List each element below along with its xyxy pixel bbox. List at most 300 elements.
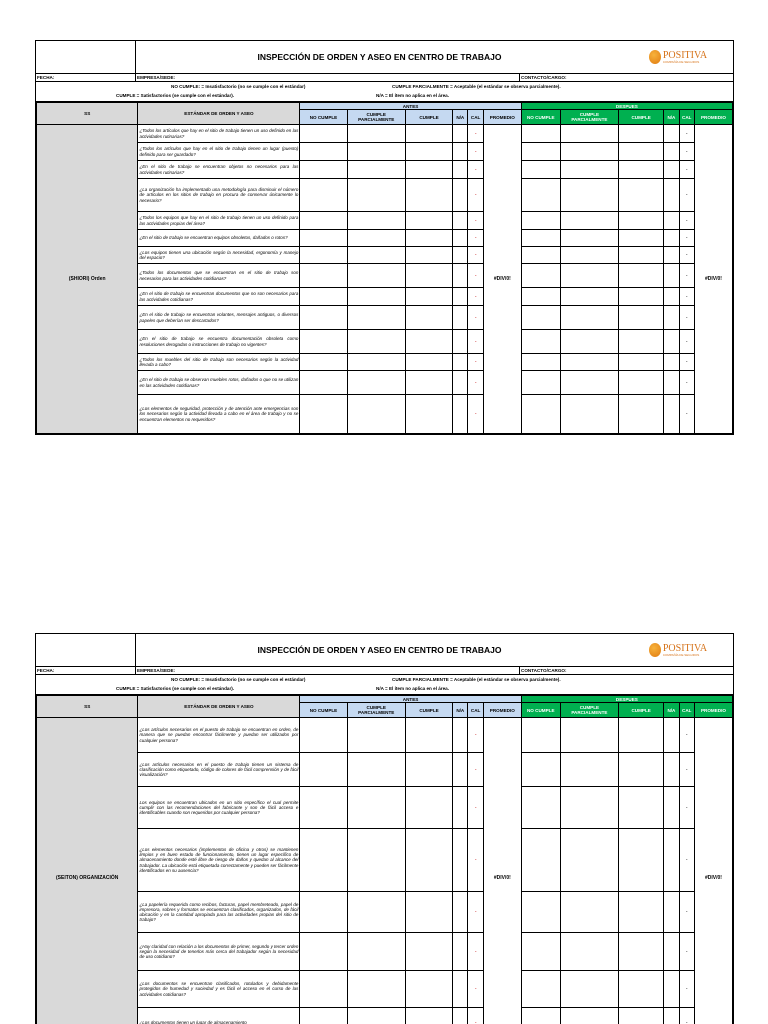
despues-na-cell[interactable] [664, 125, 679, 143]
antes-cal-cell: - [468, 264, 483, 288]
question-cell: ¿En el sitio de trabajo se encuentran equipos obsoletos, dañados o rotos? [138, 230, 300, 247]
antes-na-cell[interactable] [453, 971, 468, 1008]
antes-cal-cell: - [468, 371, 483, 395]
despues-no-cumple-cell[interactable] [521, 161, 560, 179]
antes-no-cumple-cell[interactable] [300, 161, 347, 179]
antes-cumple-cell[interactable] [405, 125, 452, 143]
despues-cumple-parcial-cell[interactable] [560, 933, 618, 971]
despues-na-cell[interactable] [664, 179, 679, 212]
antes-no-cumple-cell[interactable] [300, 330, 347, 354]
antes-na-cell[interactable] [453, 330, 468, 354]
despues-na-cell[interactable] [664, 143, 679, 161]
despues-na-cell[interactable] [664, 371, 679, 395]
legend-cumple: CUMPLE = Satisfactorios (se cumple con el estándar). [116, 93, 235, 98]
table-row [37, 143, 733, 161]
antes-cal-cell: - [468, 829, 483, 892]
ss-header: SS [37, 103, 138, 125]
antes-cumple-cell[interactable] [405, 971, 452, 1008]
antes-cal-cell: - [468, 125, 483, 143]
despues-cumple-parcial-cell[interactable] [560, 143, 618, 161]
despues-no-cumple-cell[interactable] [521, 125, 560, 143]
despues-cumple-parcial-cell[interactable] [560, 230, 618, 247]
despues-cumple-cell[interactable] [619, 230, 664, 247]
antes-cumple-parcial-cell[interactable] [347, 892, 405, 933]
despues-cumple-header: CUMPLE [619, 110, 664, 125]
antes-na-cell[interactable] [453, 125, 468, 143]
despues-na-cell[interactable] [664, 395, 679, 434]
antes-cumple-parcial-cell[interactable] [347, 288, 405, 306]
category-cell: (SEITON) ORGANIZACIÓN [37, 718, 138, 1024]
antes-cumple-cell[interactable] [405, 1008, 452, 1024]
antes-cal-cell: - [468, 1008, 483, 1024]
despues-no-cumple-cell[interactable] [521, 395, 560, 434]
antes-cumple-parcial-cell[interactable] [347, 829, 405, 892]
antes-cal-cell: - [468, 330, 483, 354]
question-cell: ¿Los documentos tienen un lugar de almacenamiento [138, 1008, 300, 1024]
despues-cumple-parcial-cell[interactable] [560, 161, 618, 179]
despues-cumple-cell[interactable] [619, 179, 664, 212]
despues-no-cumple-cell[interactable] [521, 829, 560, 892]
legend [36, 82, 733, 102]
despues-cal-cell: - [679, 892, 694, 933]
antes-na-cell[interactable] [453, 264, 468, 288]
despues-cumple-cell[interactable] [619, 264, 664, 288]
despues-na-cell[interactable] [664, 247, 679, 264]
despues-cumple-cell[interactable] [619, 330, 664, 354]
despues-na-cell[interactable] [664, 892, 679, 933]
ss-header: SS [37, 696, 138, 718]
despues-header: DESPUES [521, 696, 732, 703]
despues-no-cumple-cell[interactable] [521, 247, 560, 264]
despues-cumple-cell[interactable] [619, 288, 664, 306]
antes-no-cumple-cell[interactable] [300, 179, 347, 212]
antes-cal-cell: - [468, 718, 483, 753]
antes-no-cumple-cell[interactable] [300, 288, 347, 306]
despues-cumple-cell[interactable] [619, 971, 664, 1008]
despues-no-cumple-cell[interactable] [521, 971, 560, 1008]
despues-na-cell[interactable] [664, 161, 679, 179]
antes-cumple-cell[interactable] [405, 892, 452, 933]
despues-cumple-parcial-cell[interactable] [560, 395, 618, 434]
table-row [37, 371, 733, 395]
table-row [37, 354, 733, 371]
table-row [37, 179, 733, 212]
question-cell: ¿Todos los equipos que hay en el sitio de trabajo tienen un uso definido para las actividades propias del área? [138, 212, 300, 230]
inspection-table [36, 695, 733, 1024]
question-cell: ¿Los documentos se encuentran clasificados, rotulados y debidamente protegidos de humedad y suciedad y es fácil el acceso en el curso de las actividades cotidianas? [138, 971, 300, 1008]
table-row [37, 125, 733, 143]
question-cell: ¿En el sitio de trabajo se observan muebles rotos, dañados o que no se utilizan en las actividades cotidianas? [138, 371, 300, 395]
antes-cumple-parcial-header: CUMPLE PARCIALMENTE [347, 110, 405, 125]
antes-cumple-parcial-cell[interactable] [347, 933, 405, 971]
antes-no-cumple-cell[interactable] [300, 787, 347, 829]
antes-cumple-cell[interactable] [405, 933, 452, 971]
despues-cumple-cell[interactable] [619, 247, 664, 264]
despues-cal-cell: - [679, 247, 694, 264]
antes-na-cell[interactable] [453, 829, 468, 892]
page-title: INSPECCIÓN DE ORDEN Y ASEO EN CENTRO DE TRABAJO [257, 645, 502, 655]
antes-cumple-cell[interactable] [405, 371, 452, 395]
antes-cumple-parcial-cell[interactable] [347, 330, 405, 354]
question-cell: ¿En el sitio de trabajo se encuentran objetos no necesarios para las actividades rutinarias? [138, 161, 300, 179]
antes-no-cumple-cell[interactable] [300, 829, 347, 892]
question-cell: ¿Los artículos necesarios en el puesto de trabajo tienen un sistema de clasificación como etiquetado, código de colores de fácil comprensión y de fácil visualización? [138, 753, 300, 787]
antes-cumple-parcial-cell[interactable] [347, 212, 405, 230]
antes-cumple-parcial-cell[interactable] [347, 354, 405, 371]
despues-cumple-parcial-header: CUMPLE PARCIALMENTE [560, 703, 618, 718]
despues-cumple-parcial-cell[interactable] [560, 829, 618, 892]
question-cell: ¿Los artículos necesarios en el puesto de trabajo se encuentran en orden, de manera que se puedan encontrar fácilmente y puedan ser utilizados por cualquier persona? [138, 718, 300, 753]
despues-cumple-parcial-cell[interactable] [560, 753, 618, 787]
fecha-label: FECHA: [36, 74, 136, 81]
question-cell: ¿Todos los documentos que se encuentran en el sitio de trabajo son necesarios para las actividades cotidianas? [138, 264, 300, 288]
antes-cumple-cell[interactable] [405, 179, 452, 212]
antes-no-cumple-cell[interactable] [300, 395, 347, 434]
antes-cal-cell: - [468, 971, 483, 1008]
legend-cumple-parcial: CUMPLE PARCIALMENTE = Aceptable (el estándar se observa parcialmente). [392, 677, 561, 682]
antes-cumple-cell[interactable] [405, 230, 452, 247]
despues-cumple-cell[interactable] [619, 161, 664, 179]
despues-cumple-cell[interactable] [619, 787, 664, 829]
antes-cumple-cell[interactable] [405, 787, 452, 829]
question-cell: ¿Todos los artículos que hay en el sitio de trabajo tienen un uso definido en las actividades rutinarias? [138, 125, 300, 143]
despues-cal-cell: - [679, 330, 694, 354]
despues-na-cell[interactable] [664, 230, 679, 247]
antes-header: ANTES [300, 103, 521, 110]
despues-no-cumple-cell[interactable] [521, 330, 560, 354]
antes-na-cell[interactable] [453, 230, 468, 247]
despues-na-header: N/A [664, 110, 679, 125]
question-cell: ¿En el sitio de trabajo se encuentran documentos que no son necesarios para las actividades cotidianas? [138, 288, 300, 306]
despues-cumple-parcial-cell[interactable] [560, 264, 618, 288]
despues-cal-cell: - [679, 161, 694, 179]
antes-no-cumple-cell[interactable] [300, 371, 347, 395]
despues-no-cumple-cell[interactable] [521, 354, 560, 371]
despues-no-cumple-cell[interactable] [521, 306, 560, 330]
despues-cumple-parcial-cell[interactable] [560, 125, 618, 143]
antes-cumple-parcial-cell[interactable] [347, 371, 405, 395]
table-row [37, 288, 733, 306]
despues-na-cell[interactable] [664, 933, 679, 971]
antes-cumple-parcial-cell[interactable] [347, 143, 405, 161]
antes-cal-cell: - [468, 753, 483, 787]
contacto-label: CONTACTO/CARGO: [521, 668, 567, 673]
legend-na: N/A = El ítem no aplica en el área. [376, 93, 449, 98]
table-row [37, 718, 733, 753]
despues-cumple-parcial-cell[interactable] [560, 971, 618, 1008]
despues-cumple-parcial-cell[interactable] [560, 330, 618, 354]
antes-cal-cell: - [468, 288, 483, 306]
despues-no-cumple-cell[interactable] [521, 718, 560, 753]
antes-cumple-parcial-cell[interactable] [347, 787, 405, 829]
antes-cumple-cell[interactable] [405, 330, 452, 354]
despues-na-cell[interactable] [664, 264, 679, 288]
antes-cumple-parcial-cell[interactable] [347, 395, 405, 434]
antes-na-cell[interactable] [453, 371, 468, 395]
despues-cal-cell: - [679, 395, 694, 434]
antes-cal-header: CAL [468, 703, 483, 718]
despues-cumple-parcial-cell[interactable] [560, 212, 618, 230]
question-cell: ¿En el sitio de trabajo se encuentra documentación obsoleta como resoluciones derogadas o instrucciones de trabajo no vigentes? [138, 330, 300, 354]
despues-cumple-parcial-header: CUMPLE PARCIALMENTE [560, 110, 618, 125]
despues-cumple-cell[interactable] [619, 143, 664, 161]
despues-cal-cell: - [679, 718, 694, 753]
despues-no-cumple-cell[interactable] [521, 371, 560, 395]
antes-promedio-cell: #DIV/0! [483, 125, 521, 434]
antes-cumple-cell[interactable] [405, 395, 452, 434]
despues-no-cumple-cell[interactable] [521, 1008, 560, 1024]
antes-cumple-header: CUMPLE [405, 110, 452, 125]
contacto-label: CONTACTO/CARGO: [521, 75, 567, 80]
inspection-table [36, 102, 733, 434]
antes-na-cell[interactable] [453, 753, 468, 787]
despues-cumple-parcial-cell[interactable] [560, 247, 618, 264]
antes-na-cell[interactable] [453, 933, 468, 971]
antes-na-cell[interactable] [453, 288, 468, 306]
antes-cumple-cell[interactable] [405, 212, 452, 230]
antes-na-cell[interactable] [453, 718, 468, 753]
antes-na-header: N/A [453, 110, 468, 125]
despues-no-cumple-header: NO CUMPLE [521, 703, 560, 718]
empresa-label: EMPRESA/SEDE: [136, 74, 520, 81]
despues-cal-cell: - [679, 306, 694, 330]
antes-cal-cell: - [468, 787, 483, 829]
despues-cumple-cell[interactable] [619, 753, 664, 787]
table-row [37, 395, 733, 434]
antes-cal-cell: - [468, 395, 483, 434]
antes-cumple-parcial-cell[interactable] [347, 230, 405, 247]
question-cell: ¿La organización ha implementado una metodología para disminuir el número de artículos en los sitios de trabajo en procura de conservar únicamente lo necesario? [138, 179, 300, 212]
question-cell: ¿Todos los muebles del sitio de trabajo son necesarios según la actividad llevada a cabo? [138, 354, 300, 371]
despues-cal-cell: - [679, 787, 694, 829]
despues-promedio-header: PROMEDIO [694, 110, 732, 125]
despues-no-cumple-cell[interactable] [521, 288, 560, 306]
antes-cumple-cell[interactable] [405, 306, 452, 330]
antes-cumple-parcial-cell[interactable] [347, 753, 405, 787]
despues-na-cell[interactable] [664, 753, 679, 787]
despues-cumple-parcial-cell[interactable] [560, 787, 618, 829]
despues-cumple-cell[interactable] [619, 212, 664, 230]
antes-cumple-cell[interactable] [405, 354, 452, 371]
table-row [37, 264, 733, 288]
antes-na-cell[interactable] [453, 212, 468, 230]
despues-na-cell[interactable] [664, 1008, 679, 1024]
antes-no-cumple-header: NO CUMPLE [300, 110, 347, 125]
antes-no-cumple-header: NO CUMPLE [300, 703, 347, 718]
antes-cumple-cell[interactable] [405, 753, 452, 787]
antes-cumple-cell[interactable] [405, 161, 452, 179]
antes-cumple-parcial-cell[interactable] [347, 1008, 405, 1024]
despues-cal-cell: - [679, 753, 694, 787]
despues-cumple-parcial-cell[interactable] [560, 718, 618, 753]
antes-no-cumple-cell[interactable] [300, 306, 347, 330]
despues-cumple-cell[interactable] [619, 371, 664, 395]
table-row [37, 753, 733, 787]
question-cell: ¿Los elementos de seguridad, protección y de atención ante emergencias son los necesarios según la actividad llevada a cabo en el área de trabajo y no se encuentran elementos no requeridos? [138, 395, 300, 434]
despues-na-cell[interactable] [664, 306, 679, 330]
despues-cumple-parcial-cell[interactable] [560, 1008, 618, 1024]
antes-cumple-cell[interactable] [405, 264, 452, 288]
despues-na-header: N/A [664, 703, 679, 718]
despues-promedio-cell: #DIV/0! [694, 718, 732, 1024]
table-row [37, 892, 733, 933]
antes-no-cumple-cell[interactable] [300, 933, 347, 971]
antes-cal-cell: - [468, 161, 483, 179]
antes-cumple-cell[interactable] [405, 829, 452, 892]
despues-na-cell[interactable] [664, 212, 679, 230]
antes-na-cell[interactable] [453, 143, 468, 161]
antes-no-cumple-cell[interactable] [300, 230, 347, 247]
question-cell: ¿Los elementos necesarios (implementos de oficina y otros) se mantienen limpios y en buen estado de funcionamiento, tienen un lugar específico de almacenamiento donde esté libre de riesgo de daños y quedan al alcance del trabajador. La ubicación está etiquetada correctamente y pueden ser fácilmente identificados en su ausencia? [138, 829, 300, 892]
antes-cumple-parcial-cell[interactable] [347, 125, 405, 143]
antes-cal-cell: - [468, 212, 483, 230]
despues-cumple-parcial-cell[interactable] [560, 892, 618, 933]
despues-no-cumple-cell[interactable] [521, 933, 560, 971]
table-row [37, 829, 733, 892]
antes-header: ANTES [300, 696, 521, 703]
antes-na-cell[interactable] [453, 247, 468, 264]
despues-cumple-cell[interactable] [619, 395, 664, 434]
despues-na-cell[interactable] [664, 971, 679, 1008]
despues-no-cumple-cell[interactable] [521, 264, 560, 288]
despues-cumple-cell[interactable] [619, 354, 664, 371]
despues-cal-cell: - [679, 971, 694, 1008]
antes-cal-cell: - [468, 354, 483, 371]
antes-cal-cell: - [468, 179, 483, 212]
antes-no-cumple-cell[interactable] [300, 971, 347, 1008]
table-row [37, 161, 733, 179]
despues-cumple-cell[interactable] [619, 125, 664, 143]
antes-na-cell[interactable] [453, 787, 468, 829]
logo-icon [649, 643, 661, 657]
despues-cal-cell: - [679, 933, 694, 971]
estandar-header: ESTÁNDAR DE ORDEN Y ASEO [138, 696, 300, 718]
antes-na-cell[interactable] [453, 354, 468, 371]
antes-cumple-parcial-cell[interactable] [347, 247, 405, 264]
antes-na-cell[interactable] [453, 161, 468, 179]
despues-cal-header: CAL [679, 110, 694, 125]
despues-na-cell[interactable] [664, 354, 679, 371]
antes-no-cumple-cell[interactable] [300, 753, 347, 787]
despues-cumple-cell[interactable] [619, 829, 664, 892]
despues-cal-cell: - [679, 288, 694, 306]
table-row [37, 787, 733, 829]
positiva-logo: POSITIVA COMPAÑÍA DE SEGUROS [623, 634, 733, 666]
despues-cumple-cell[interactable] [619, 306, 664, 330]
antes-no-cumple-cell[interactable] [300, 212, 347, 230]
table-row [37, 1008, 733, 1024]
antes-no-cumple-cell[interactable] [300, 354, 347, 371]
despues-promedio-header: PROMEDIO [694, 703, 732, 718]
antes-na-cell[interactable] [453, 1008, 468, 1024]
despues-na-cell[interactable] [664, 787, 679, 829]
antes-promedio-header: PROMEDIO [483, 110, 521, 125]
legend-no-cumple: NO CUMPLE: = Insatisfactorio (no se cumple con el estándar) [171, 677, 306, 682]
antes-cumple-parcial-cell[interactable] [347, 971, 405, 1008]
antes-no-cumple-cell[interactable] [300, 718, 347, 753]
despues-cal-cell: - [679, 829, 694, 892]
antes-cumple-parcial-cell[interactable] [347, 306, 405, 330]
despues-na-cell[interactable] [664, 288, 679, 306]
despues-cumple-cell[interactable] [619, 933, 664, 971]
antes-na-cell[interactable] [453, 306, 468, 330]
antes-na-cell[interactable] [453, 892, 468, 933]
antes-cal-header: CAL [468, 110, 483, 125]
despues-cumple-parcial-cell[interactable] [560, 179, 618, 212]
despues-no-cumple-cell[interactable] [521, 892, 560, 933]
table-row [37, 330, 733, 354]
despues-cumple-parcial-cell[interactable] [560, 354, 618, 371]
despues-cal-cell: - [679, 212, 694, 230]
sheet-header [36, 41, 733, 74]
antes-cumple-parcial-cell[interactable] [347, 161, 405, 179]
question-cell: ¿La papelería requerida como recibos, facturas, papel membreteado, papel de impresora, sobres y formatos se encuentran clasificados, organizados, de fácil ubicación y en la cantidad apropiada para las actividades propias del sitio de trabajo? [138, 892, 300, 933]
antes-cumple-header: CUMPLE [405, 703, 452, 718]
antes-no-cumple-cell[interactable] [300, 125, 347, 143]
despues-na-cell[interactable] [664, 330, 679, 354]
question-cell: ¿Hay claridad con relación a los documentos de primer, segundo y tercer orden según la necesidad de tenerlos más cerca del trabajador según la necesidad de uso cotidiano? [138, 933, 300, 971]
despues-cal-header: CAL [679, 703, 694, 718]
despues-cumple-parcial-cell[interactable] [560, 306, 618, 330]
table-row [37, 212, 733, 230]
antes-promedio-cell: #DIV/0! [483, 718, 521, 1024]
despues-cumple-parcial-cell[interactable] [560, 288, 618, 306]
antes-cal-cell: - [468, 933, 483, 971]
antes-cal-cell: - [468, 247, 483, 264]
despues-na-cell[interactable] [664, 829, 679, 892]
despues-promedio-cell: #DIV/0! [694, 125, 732, 434]
despues-na-cell[interactable] [664, 718, 679, 753]
despues-no-cumple-cell[interactable] [521, 179, 560, 212]
despues-no-cumple-cell[interactable] [521, 230, 560, 247]
antes-no-cumple-cell[interactable] [300, 143, 347, 161]
despues-cumple-cell[interactable] [619, 892, 664, 933]
question-cell: ¿Los equipos tienen una ubicación según la necesidad, ergonomía y manejo del espacio? [138, 247, 300, 264]
info-row [36, 74, 733, 82]
antes-cumple-parcial-cell[interactable] [347, 179, 405, 212]
antes-cumple-cell[interactable] [405, 143, 452, 161]
despues-no-cumple-cell[interactable] [521, 787, 560, 829]
despues-cal-cell: - [679, 354, 694, 371]
despues-cumple-cell[interactable] [619, 1008, 664, 1024]
category-cell: (SHIORI) Orden [37, 125, 138, 434]
antes-no-cumple-cell[interactable] [300, 1008, 347, 1024]
despues-no-cumple-cell[interactable] [521, 753, 560, 787]
despues-cumple-cell[interactable] [619, 718, 664, 753]
despues-no-cumple-cell[interactable] [521, 212, 560, 230]
inspection-sheet-2 [35, 633, 734, 1024]
antes-cumple-cell[interactable] [405, 288, 452, 306]
antes-cal-cell: - [468, 892, 483, 933]
antes-na-cell[interactable] [453, 395, 468, 434]
despues-no-cumple-cell[interactable] [521, 143, 560, 161]
antes-no-cumple-cell[interactable] [300, 892, 347, 933]
antes-cumple-cell[interactable] [405, 247, 452, 264]
antes-cumple-cell[interactable] [405, 718, 452, 753]
despues-cumple-header: CUMPLE [619, 703, 664, 718]
despues-cumple-parcial-cell[interactable] [560, 371, 618, 395]
antes-no-cumple-cell[interactable] [300, 264, 347, 288]
fecha-label: FECHA: [36, 667, 136, 674]
antes-no-cumple-cell[interactable] [300, 247, 347, 264]
antes-cumple-parcial-cell[interactable] [347, 264, 405, 288]
antes-cumple-parcial-cell[interactable] [347, 718, 405, 753]
antes-na-cell[interactable] [453, 179, 468, 212]
legend-na: N/A = El ítem no aplica en el área. [376, 686, 449, 691]
despues-cal-cell: - [679, 179, 694, 212]
inspection-sheet-1 [35, 40, 734, 435]
question-cell: Los equipos se encuentran ubicados en un sitio específico el cual permite cumplir con las recomendaciones del fabricante y son de fácil acceso e identificables cuando son requeridos por cualquier persona? [138, 787, 300, 829]
